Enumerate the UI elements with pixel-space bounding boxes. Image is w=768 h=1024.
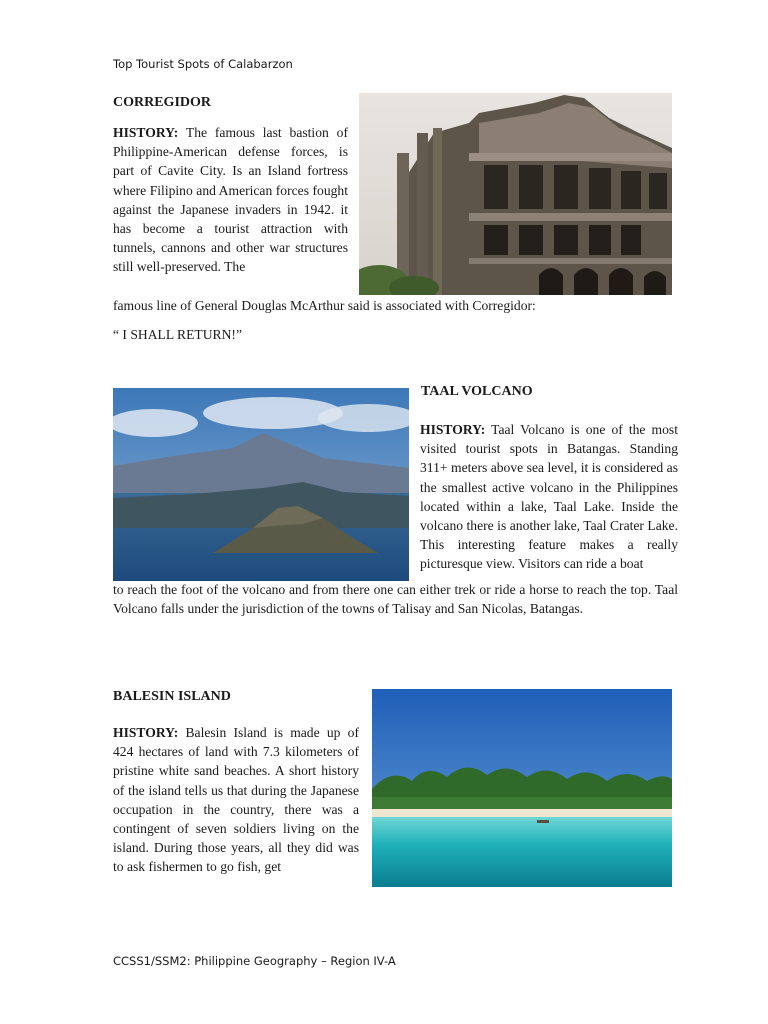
taal-history-text: Taal Volcano is one of the most visited tourist spots in Batangas. Standing 311+ meters above sea level, it is considered as the smallest active volcano in the Philippines located within a lake, Taal Lake. Inside the volcano there is another lake, Taal Crater Lake. This interesting feature makes a really picturesque view. Visitors can ride a boat — [420, 422, 678, 572]
corregidor-ruins-photo — [359, 93, 672, 295]
page-header: Top Tourist Spots of Calabarzon — [113, 57, 293, 71]
history-label: HISTORY: — [113, 725, 179, 740]
corregidor-history-continued: famous line of General Douglas McArthur said is associated with Corregidor: — [113, 298, 536, 313]
balesin-history — [113, 723, 359, 877]
section-title-balesin-island: BALESIN ISLAND — [113, 689, 231, 704]
history-label: HISTORY: — [420, 422, 486, 437]
taal-history — [420, 420, 678, 574]
section-title-corregidor: CORREGIDOR — [113, 95, 212, 110]
corregidor-quote: “ I SHALL RETURN!” — [113, 327, 242, 342]
taal-history-continued: to reach the foot of the volcano and from there one can either trek or ride a horse to reach the top. Taal Volcano falls under the jurisdiction of the towns of Talisay and San Nicolas, Batangas. — [113, 582, 678, 617]
page-footer: CCSS1/SSM2: Philippine Geography – Region IV-A — [113, 954, 396, 968]
corregidor-history-text: The famous last bastion of Philippine-American defense forces, is part of Cavite City. Is an Island fortress where Filipino and American forces fought against the Japanese invaders in 1942. it has become a tourist attraction with tunnels, cannons and other war structures still well-preserved. The — [113, 125, 348, 275]
balesin-history-text: Balesin Island is made up of 424 hectares of land with 7.3 kilometers of pristine white sand beaches. A short history of the island tells us that during the Japanese occupation in the country, there was a contingent of seven soldiers living on the island. During those years, all they did was to ask fishermen to go fish, get — [113, 725, 359, 875]
taal-volcano-photo — [113, 388, 409, 581]
section-title-taal-volcano: TAAL VOLCANO — [421, 384, 533, 399]
history-label: HISTORY: — [113, 125, 179, 140]
corregidor-history — [113, 123, 348, 277]
balesin-island-photo — [372, 689, 672, 887]
